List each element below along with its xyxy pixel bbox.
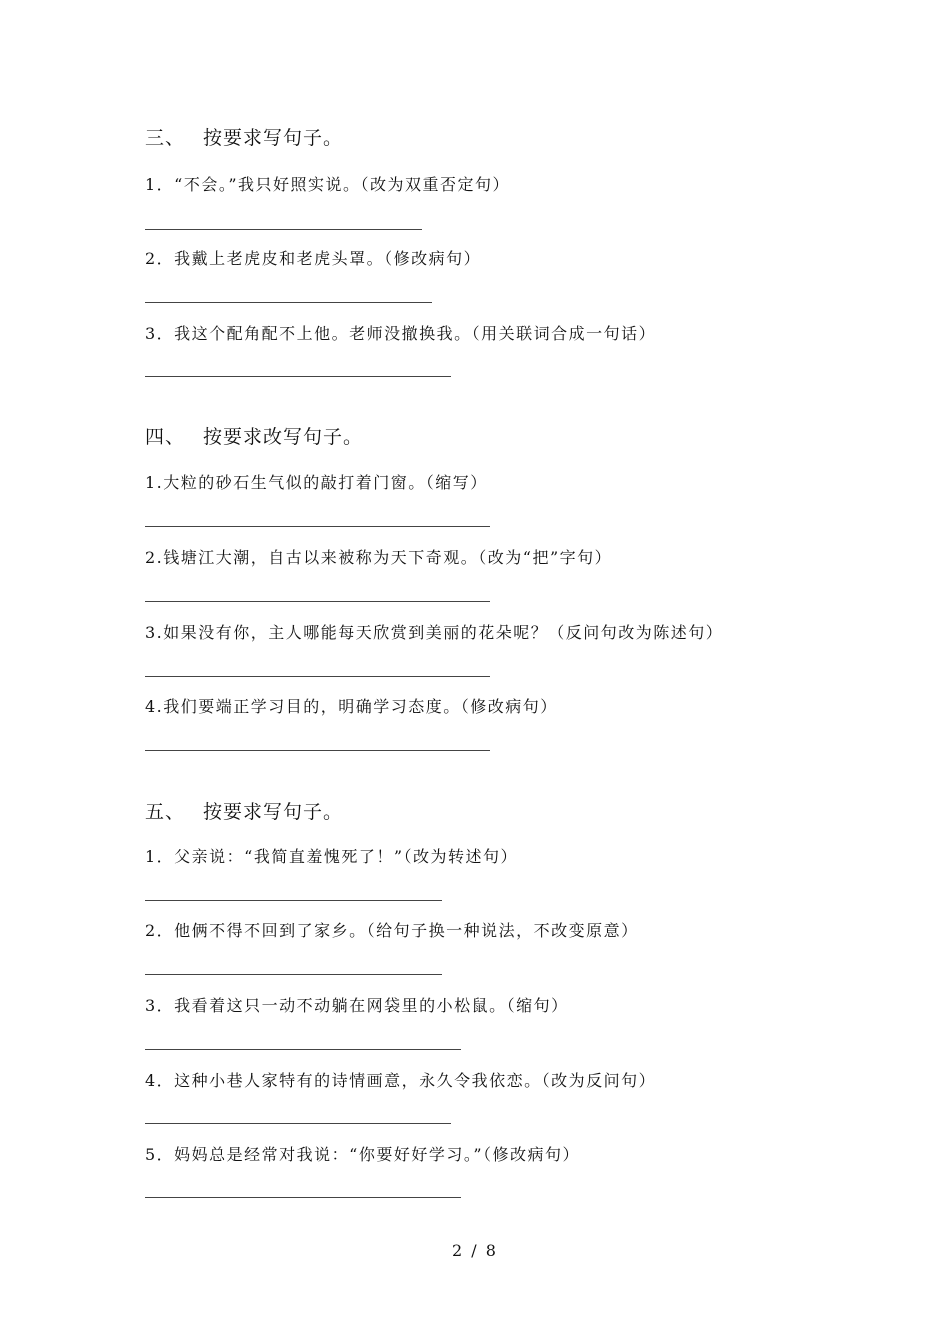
- section-title: 按要求写句子。: [203, 127, 344, 149]
- question-text: 2．我戴上老虎皮和老虎头罩。（修改病句）: [145, 249, 482, 268]
- section-number: 四、: [145, 426, 186, 448]
- section-heading: [145, 797, 343, 824]
- section-heading: [145, 422, 363, 449]
- answer-line[interactable]: [145, 526, 490, 527]
- section-number: 五、: [145, 801, 186, 823]
- answer-line[interactable]: [145, 900, 442, 901]
- section-title: 按要求改写句子。: [203, 426, 364, 448]
- answer-line[interactable]: [145, 229, 422, 230]
- answer-line[interactable]: [145, 302, 432, 303]
- answer-line[interactable]: [145, 1197, 461, 1198]
- answer-line[interactable]: [145, 1049, 461, 1050]
- question-text: 5．妈妈总是经常对我说：“你要好好学习。”（修改病句）: [145, 1145, 581, 1164]
- question-text: 1．父亲说：“我简直羞愧死了！”（改为转述句）: [145, 847, 519, 866]
- question-text: 1．“不会。”我只好照实说。（改为双重否定句）: [145, 175, 511, 194]
- page-number: 2 / 8: [452, 1241, 498, 1260]
- question-text: 4．这种小巷人家特有的诗情画意，永久令我依恋。（改为反问句）: [145, 1071, 657, 1090]
- question-text: 4.我们要端正学习目的，明确学习态度。（修改病句）: [145, 697, 558, 716]
- answer-line[interactable]: [145, 601, 490, 602]
- question-text: 1.大粒的砂石生气似的敲打着门窗。（缩写）: [145, 473, 488, 492]
- question-text: 3．我这个配角配不上他。老师没撤换我。（用关联词合成一句话）: [145, 324, 657, 343]
- section-title: 按要求写句子。: [203, 801, 344, 823]
- answer-line[interactable]: [145, 376, 451, 377]
- answer-line[interactable]: [145, 750, 490, 751]
- answer-line[interactable]: [145, 974, 442, 975]
- question-text: 3.如果没有你，主人哪能每天欣赏到美丽的花朵呢？（反问句改为陈述句）: [145, 623, 724, 642]
- section-number: 三、: [145, 127, 186, 149]
- answer-line[interactable]: [145, 676, 490, 677]
- question-text: 3．我看着这只一动不动躺在网袋里的小松鼠。（缩句）: [145, 996, 569, 1015]
- section-heading: [145, 123, 343, 150]
- question-text: 2.钱塘江大潮，自古以来被称为天下奇观。（改为“把”字句）: [145, 548, 613, 567]
- question-text: 2．他俩不得不回到了家乡。（给句子换一种说法，不改变原意）: [145, 921, 639, 940]
- answer-line[interactable]: [145, 1123, 451, 1124]
